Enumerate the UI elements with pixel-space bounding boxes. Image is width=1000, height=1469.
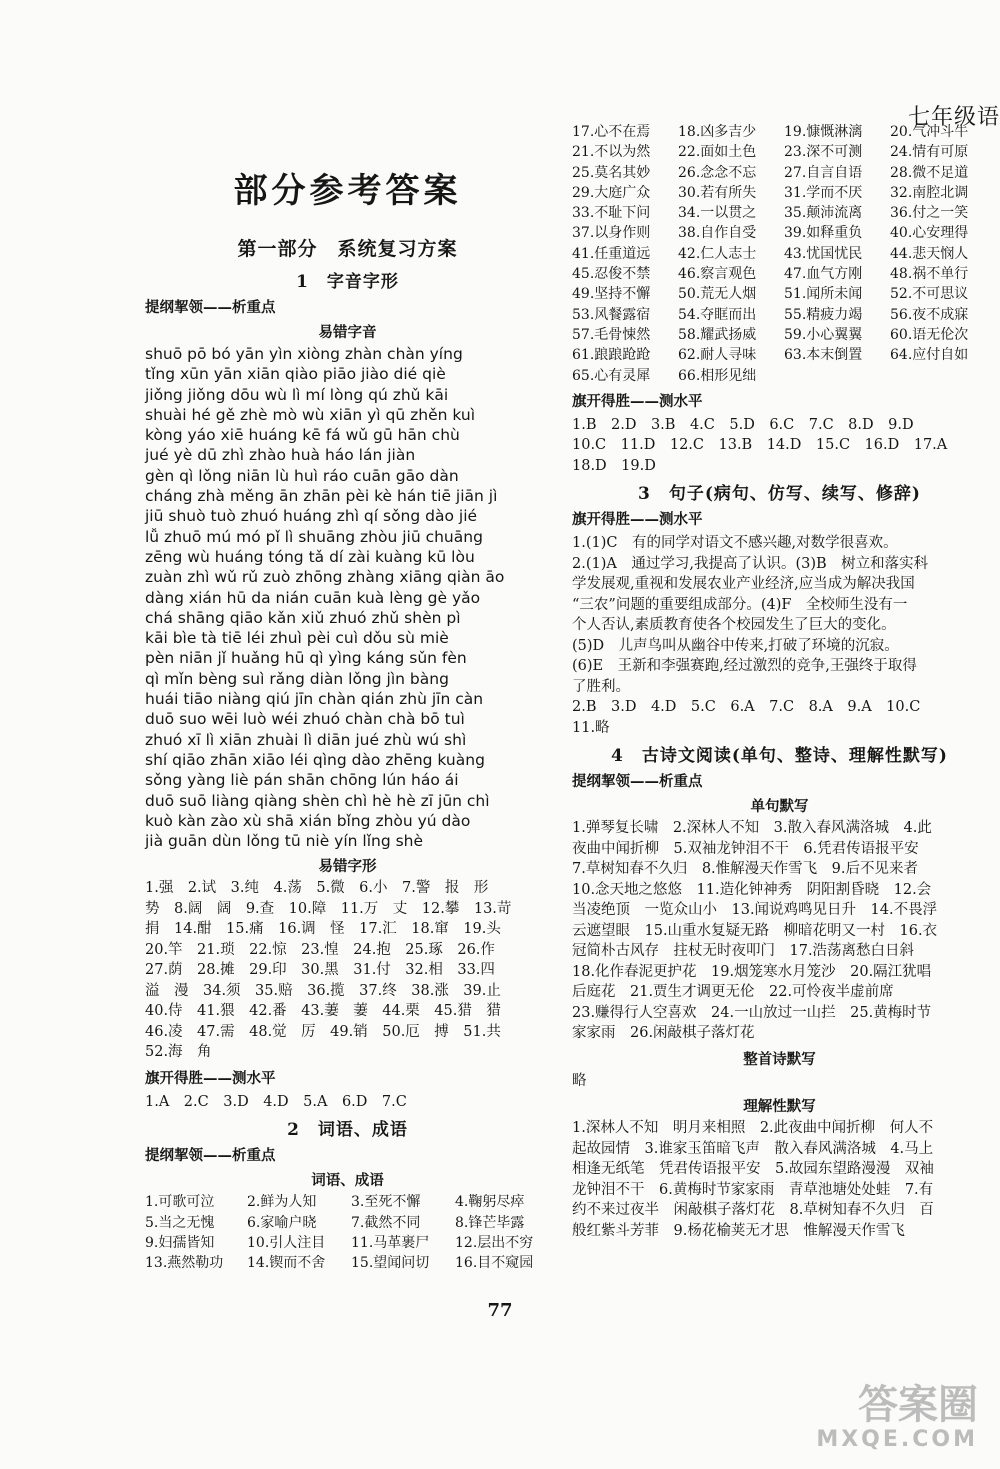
test-line: 1.B 2.D 3.B 4.C 5.D 6.C 7.C 8.D 9.D: [572, 416, 914, 433]
idiom-item: 34.一以贯之: [678, 205, 757, 222]
idiom-item: 30.若有所失: [678, 184, 757, 201]
answer-line: 夜曲中闻折柳 5.双袖龙钟泪不干 6.凭君传语报平安: [572, 840, 919, 857]
idiom-item: 19.慷慨淋漓: [784, 124, 863, 140]
idiom-item: 26.念念不忘: [678, 164, 757, 181]
whole-poem-answer: 略: [572, 1072, 587, 1089]
pinyin-line: kāi bìe tà tiē léi zhuì pèi cuì dǒu sù miè: [145, 629, 449, 648]
pinyin-line: qì mǐn bèng suì rǎng diàn lǒng jìn bàng: [145, 669, 449, 688]
answer-line: 冠简朴古风存 拄杖无时夜叩门 17.浩荡离愁白日斜: [572, 943, 915, 960]
left-column: [145, 135, 550, 1274]
pinyin-line: tǐng xūn yān xiān qiào piāo jiào dié qiè: [145, 365, 446, 384]
idiom-item: 2.鲜为人知: [247, 1194, 317, 1211]
idiom-item: 60.语无伦次: [890, 326, 969, 343]
pinyin-line: zēng wù huáng tóng tǎ dí zài kuàng kū lòu: [145, 547, 475, 566]
section-1-title: 1 字音字形: [296, 272, 399, 292]
idiom-item: 63.本末倒置: [784, 347, 863, 364]
pinyin-heading: 易错字音: [318, 325, 377, 341]
form-line: 溢 漫 34.须 35.赔 36.揽 37.终 38.涨 39.止: [145, 982, 501, 999]
pinyin-line: jué yè dū zhì zhào huà háo lán jiàn: [145, 446, 416, 465]
section-4-title: 4 古诗文阅读(单句、整诗、理解性默写): [611, 746, 948, 767]
answer-line: 18.化作春泥更护花 19.烟笼寒水月笼沙 20.隔江犹唱: [572, 963, 932, 980]
idiom-item: 29.大庭广众: [572, 184, 651, 201]
idiom-item: 64.应付自如: [890, 347, 969, 364]
section-1-test-lead: 旗开得胜——测水平: [145, 1070, 276, 1087]
idiom-item: 31.学而不厌: [784, 184, 863, 201]
idiom-item: 16.目不窥园: [455, 1255, 534, 1272]
understanding-heading: 理解性默写: [743, 1099, 816, 1116]
answer-line: 了胜利。: [572, 678, 630, 695]
answer-line: 当凌绝顶 一览众山小 13.闻说鸡鸣见日升 14.不畏浮: [572, 902, 938, 919]
form-line: 20.竿 21.琐 22.惊 23.惶 24.抱 25.琢 26.作: [145, 941, 495, 958]
idiom-item: 62.耐人寻味: [678, 347, 757, 364]
idiom-item: 7.截然不同: [351, 1214, 421, 1231]
idiom-item: 66.相形见绌: [678, 367, 757, 384]
idiom-item: 17.心不在焉: [572, 124, 651, 140]
idiom-item: 23.深不可测: [784, 144, 863, 161]
test-line: 18.D 19.D: [572, 457, 656, 474]
idiom-item: 1.可歌可泣: [145, 1194, 215, 1211]
test-line: 10.C 11.D 12.C 13.B 14.D 15.C 16.D 17.A: [572, 437, 948, 454]
idiom-item: 21.不以为然: [572, 144, 651, 161]
answer-line: 7.草树知春不久归 8.惟解漫天作雪飞 9.后不见来者: [572, 861, 919, 878]
answer-line: “三农”问题的重要组成部分。(4)F 全校师生没有一: [572, 596, 908, 613]
idiom-item: 57.毛骨悚然: [572, 326, 651, 343]
whole-heading: 整首诗默写: [743, 1051, 816, 1068]
idiom-item: 61.踉踉跄跄: [572, 347, 651, 364]
idiom-item: 53.风餐露宿: [572, 306, 651, 323]
idiom-item: 25.莫名其妙: [572, 164, 651, 181]
answer-line: 23.赚得行人空喜欢 24.一山放过一山拦 25.黄梅时节: [572, 1004, 932, 1021]
idiom-item: 18.凶多吉少: [678, 124, 757, 140]
answer-line: 1.深林人不知 明月来相照 2.此夜曲中闻折柳 何人不: [572, 1120, 934, 1137]
section-1-test-answers: 1.A 2.C 3.D 4.D 5.A 6.D 7.C: [145, 1093, 407, 1110]
page-number: 77: [487, 1300, 513, 1321]
answer-line: (6)E 王新和李强赛跑,经过激烈的竞争,王强终于取得: [572, 658, 917, 675]
pinyin-line: dàng xián hū da nián cuān kuà lèng gè yǎo: [145, 588, 481, 607]
pinyin-line: kuò kàn zào xù shā xián bǐng zhòu yú dào: [145, 811, 471, 830]
form-list: [145, 878, 550, 1063]
idiom-item: 51.闻所未闻: [784, 286, 863, 303]
idiom-item: 37.以身作则: [572, 225, 651, 242]
form-line: 27.荫 28.摊 29.印 30.黑 31.付 32.相 33.四: [145, 962, 495, 979]
pinyin-line: shí qiāo zhān xiāo léi qìng dào zhēng kuàng: [145, 750, 485, 769]
answer-line: 般红紫斗芳菲 9.杨花榆荚无才思 惟解漫天作雪飞: [572, 1222, 905, 1239]
idiom-item: 8.锋芒毕露: [455, 1214, 525, 1231]
form-heading: 易错字形: [318, 859, 377, 876]
form-line: 52.海 角: [145, 1044, 212, 1061]
idiom-item: 11.马革裹尸: [351, 1235, 430, 1252]
idiom-item: 41.任重道远: [572, 245, 651, 262]
pinyin-line: pèn niān jǐ huǎng hū qì yìng káng sǔn fèn: [145, 649, 467, 668]
answer-line: 家家雨 26.闲敲棋子落灯花: [572, 1025, 755, 1042]
pinyin-line: cháng zhà měng ān zhān pèi kè hán tiē jiān jì: [145, 487, 498, 506]
section-2-test-list: [572, 415, 987, 477]
answer-line: 起故园情 3.谁家玉笛暗飞声 散入春风满洛城 4.马上: [572, 1140, 934, 1157]
idiom-item: 58.耀武扬威: [678, 326, 757, 343]
single-sentence-answers: [572, 818, 987, 1044]
answer-line: 云遮望眼 15.山重水复疑无路 柳暗花明又一村 16.衣: [572, 922, 938, 939]
idiom-item: 13.燕然勒功: [145, 1255, 224, 1272]
idiom-item: 54.夺眶而出: [678, 306, 757, 323]
idiom-item: 24.情有可原: [890, 144, 969, 161]
idiom-item: 48.祸不单行: [890, 266, 969, 283]
part-title: 第一部分 系统复习方案: [237, 238, 458, 260]
idiom-item: 9.妇孺皆知: [145, 1235, 215, 1252]
idiom-item: 15.望闻问切: [351, 1255, 430, 1272]
answer-line: 1.弹琴复长啸 2.深林人不知 3.散入春风满洛城 4.此: [572, 820, 932, 837]
idiom-item: 38.自作自受: [678, 225, 757, 242]
idioms-grid-right: [572, 122, 987, 386]
idiom-item: 47.血气方刚: [784, 266, 863, 283]
idiom-item: 43.忧国忧民: [784, 245, 863, 262]
idiom-item: 12.层出不穷: [455, 1235, 534, 1252]
form-line: 捐 14.酣 15.痛 16.调 怪 17.汇 18.窜 19.头: [145, 921, 501, 938]
answer-line: 约不来过夜半 闲敲棋子落灯花 8.草树知春不久归 百: [572, 1202, 934, 1219]
understanding-answers: [572, 1118, 987, 1241]
answer-line: 龙钟泪不干 6.黄梅时节家家雨 青草池塘处处蛙 7.有: [572, 1181, 934, 1198]
watermark-line2: MXQE.COM: [816, 1427, 978, 1452]
idiom-item: 35.颠沛流离: [784, 205, 863, 222]
idiom-item: 22.面如土色: [678, 144, 757, 161]
pinyin-list: [145, 344, 550, 851]
pinyin-line: kòng yáo xiē huáng kē fá wǔ gū hān chù: [145, 426, 460, 445]
section-3-answers: [572, 533, 987, 738]
right-column: [572, 122, 987, 1241]
idiom-item: 28.微不足道: [890, 164, 969, 181]
pinyin-line: lǚ zhuō mú mó pǐ lì shuāng zhòu jiū chuāng: [145, 527, 483, 546]
idiom-item: 42.仁人志士: [678, 245, 757, 262]
idiom-item: 49.坚持不懈: [572, 286, 651, 303]
idiom-item: 32.南腔北调: [890, 184, 969, 201]
pinyin-line: shuō pō bó yān yìn xiòng zhàn chàn yíng: [145, 345, 463, 363]
answer-line: 11.略: [572, 719, 610, 736]
pinyin-line: zhuó xī lì xiān zhuài lì diān jué zhù wú shì: [145, 730, 467, 749]
idiom-item: 65.心有灵犀: [572, 367, 651, 384]
answer-line: 学发展观,重视和发展农业产业经济,应当成为解决我国: [572, 576, 915, 593]
pinyin-line: duō suō liàng qiàng shèn chì hè hè zī jūn chì: [145, 791, 490, 810]
form-line: 40.侍 41.猥 42.番 43.萋 萋 44.栗 45.猎 猎: [145, 1003, 501, 1020]
idiom-item: 27.自言自语: [784, 164, 863, 181]
idiom-item: 33.不耻下问: [572, 205, 651, 222]
idiom-item: 3.至死不懈: [351, 1194, 421, 1211]
answer-line: 相逢无纸笔 凭君传语报平安 5.故园东望路漫漫 双袖: [572, 1161, 934, 1178]
single-heading: 单句默写: [750, 799, 809, 816]
form-line: 1.强 2.试 3.纯 4.荡 5.微 6.小 7.警 报 形: [145, 880, 489, 897]
pinyin-line: sǒng yàng liè pán shān chōng lún háo ái: [145, 771, 459, 790]
idiom-item: 36.付之一笑: [890, 205, 969, 222]
idiom-item: 50.荒无人烟: [678, 286, 757, 303]
section-3-test-lead: 旗开得胜——测水平: [572, 512, 703, 529]
idiom-item: 10.引人注目: [247, 1235, 326, 1252]
idiom-item: 45.忍俊不禁: [572, 266, 651, 283]
answer-line: 10.念天地之悠悠 11.造化钟神秀 阴阳割昏晓 12.会: [572, 881, 932, 898]
idiom-item: 52.不可思议: [890, 286, 969, 303]
idiom-item: 39.如释重负: [784, 225, 863, 242]
section-1-lead: 提纲挈领——析重点: [145, 300, 276, 316]
pinyin-line: duō suo wēi luò wéi zhuó chàn chà bō tuì: [145, 710, 465, 729]
idiom-item: 5.当之无愧: [145, 1214, 215, 1231]
form-line: 势 8.阔 阔 9.查 10.障 11.万 丈 12.攀 13.苛: [145, 900, 512, 917]
idiom-item: 4.鞠躬尽瘁: [455, 1194, 525, 1211]
section-2-title: 2 词语、成语: [287, 1120, 408, 1141]
idiom-item: 14.锲而不舍: [247, 1255, 326, 1272]
idioms-grid-left: [145, 1192, 550, 1273]
watermark-line1: 答案圈: [858, 1382, 978, 1428]
answer-line: 个人否认,素质教育使各个校园发生了巨大的变化。: [572, 617, 896, 634]
answer-line: (5)D 儿声鸟叫从幽谷中传来,打破了环境的沉寂。: [572, 637, 899, 654]
section-2-test-lead: 旗开得胜——测水平: [572, 393, 703, 410]
pinyin-line: jià guān dùn lǒng tū niè yín lǐng shè: [145, 832, 424, 851]
pinyin-line: shuài hé gě zhè mò wù xiān yì qū zhěn kuì: [145, 405, 476, 424]
section-2-lead: 提纲挈领——析重点: [145, 1148, 276, 1165]
pinyin-line: huái tiāo niàng qiú jīn chàn qián zhù jīn càn: [145, 690, 484, 709]
idiom-item: 20.气冲斗牛: [890, 124, 969, 140]
pinyin-line: gèn qì lǒng niān lù huì ráo cuān gāo dàn: [145, 466, 459, 485]
pinyin-line: zuàn zhì wǔ rǔ zuò zhōng zhàng xiāng qiàn āo: [145, 568, 505, 587]
answer-line: 2.B 3.D 4.D 5.C 6.A 7.C 8.A 9.A 10.C: [572, 699, 921, 716]
page-title: 部分参考答案: [233, 171, 462, 211]
pinyin-line: chá shāng qiāo kǎn xiǔ zhuó zhǔ shèn pì: [145, 608, 461, 627]
idiom-item: 40.心安理得: [890, 225, 969, 242]
idiom-item: 56.夜不成寐: [890, 306, 969, 323]
answer-line: 后庭花 21.贾生才调更无伦 22.可怜夜半虚前席: [572, 984, 894, 1001]
idiom-item: 6.家喻户晓: [247, 1214, 317, 1231]
answer-line: 2.(1)A 通过学习,我提高了认识。(3)B 树立和落实科: [572, 555, 929, 572]
section-4-lead: 提纲挈领——析重点: [572, 774, 703, 791]
form-line: 46.凌 47.需 48.觉 厉 49.销 50.厄 搏 51.共: [145, 1023, 501, 1040]
pinyin-line: jiū shuò tuò zhuó huáng zhì qí sǒng dào jié: [145, 507, 478, 526]
idiom-item: 55.精疲力竭: [784, 306, 863, 323]
pinyin-line: jiǒng jiǒng dōu wù lì mí lòng qú zhǔ kāi: [145, 385, 449, 404]
section-3-title: 3 句子(病句、仿写、续写、修辞): [638, 484, 921, 505]
header-grade: 七年级语: [907, 105, 1000, 130]
idiom-item: 59.小心翼翼: [784, 326, 863, 343]
idioms-heading: 词语、成语: [311, 1173, 384, 1190]
watermark-logo: [816, 1382, 978, 1452]
idiom-item: 44.悲天悯人: [890, 245, 969, 262]
answer-line: 1.(1)C 有的同学对语文不感兴趣,对数学很喜欢。: [572, 535, 898, 552]
idiom-item: 46.察言观色: [678, 266, 757, 283]
